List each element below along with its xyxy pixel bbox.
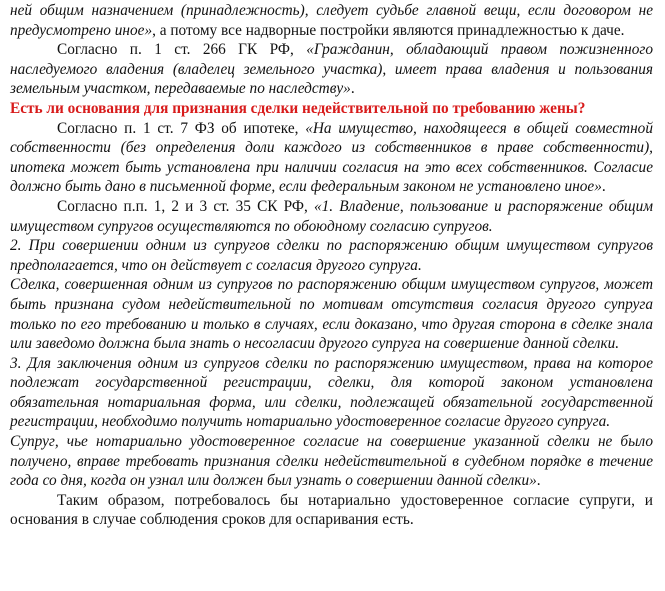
paragraph-sk-35-spouse-claim xyxy=(10,432,653,491)
paragraph-mortgage-law xyxy=(10,119,653,197)
text-sk-35-lead: Согласно п.п. 1, 2 и 3 ст. 35 СК РФ, xyxy=(57,197,314,215)
quote-spouse-claim: Супруг, чье нотариально удостоверенное согласие на совершение указанной сделки не было получено, вправе требовать признания сделки недействительной в судебном порядке в течение года со дня, когда он узнал или должен был узнать о совершении данной сделки» xyxy=(10,433,653,490)
quote-mortgage-law: «На имущество, находящееся в общей совместной собственности (без определения доли каждого из собственников в праве собственности), ипотека может быть установлена при наличии согласия на это всех собственников. Согласие должно быть дано в письменной форме, если федеральным законом не установлено иное» xyxy=(10,119,653,196)
quote-sk-35-item1: «1. Владение, пользование и распоряжение общим имуществом супругов осуществляются по обоюдному согласию супругов. xyxy=(10,197,653,235)
quote-accessory-end: ней общим назначением (принадлежность), следует судьбе главной вещи, если договором не предусмотрено иное» xyxy=(10,2,653,39)
paragraph-conclusion: Таким образом, потребовалось бы нотариально удостоверенное согласие супруги, и основания в случае соблюдения сроков для оспаривания есть. xyxy=(10,491,653,529)
text-accessory-tail: , а потому все надворные постройки являются принадлежностью к даче. xyxy=(152,21,625,39)
paragraph-gk-266 xyxy=(10,40,653,99)
text-mortgage-tail: . xyxy=(601,178,606,196)
text-spouse-claim-tail: . xyxy=(536,472,541,490)
quote-gk-266: «Гражданин, обладающий правом пожизненного наследуемого владения (владелец земельного участка), имеет права владения и пользования земельным участком, передаваемые по наследству» xyxy=(10,41,653,98)
paragraph-sk-35-item3: 3. Для заключения одним из супругов сделки по распоряжению имуществом, права на которое подлежат государственной регистрации, сделки, для которой законом установлена обязательная нотариальная форма, или сделки, подлежащей обязательной государственной регистрации, необходимо получить нотариально удостоверенное согласие другого супруга. xyxy=(10,354,653,431)
text-mortgage-lead: Согласно п. 1 ст. 7 ФЗ об ипотеке, xyxy=(57,119,306,137)
text-gk-266-tail: . xyxy=(350,80,355,98)
text-gk-266-lead: Согласно п. 1 ст. 266 ГК РФ, xyxy=(57,41,307,59)
section-heading: Есть ли основания для признания сделки недействительной по требованию жены? xyxy=(10,99,586,117)
paragraph-sk-35 xyxy=(10,197,653,236)
paragraph-dacha-accessory xyxy=(10,1,653,40)
paragraph-sk-35-item2: 2. При совершении одним из супругов сделки по распоряжению общим имуществом супругов предполагается, что он действует с согласия другого супруга. xyxy=(10,237,653,274)
paragraph-sk-35-invalid-deal: Сделка, совершенная одним из супругов по распоряжению общим имуществом супругов, может быть признана судом недействительной по мотивам отсутствия согласия другого супруга только по его требованию и только в случаях, если доказано, что другая сторона в сделке знала или заведомо должна была знать о несогласии другого супруга на совершение данной сделки. xyxy=(10,276,653,353)
